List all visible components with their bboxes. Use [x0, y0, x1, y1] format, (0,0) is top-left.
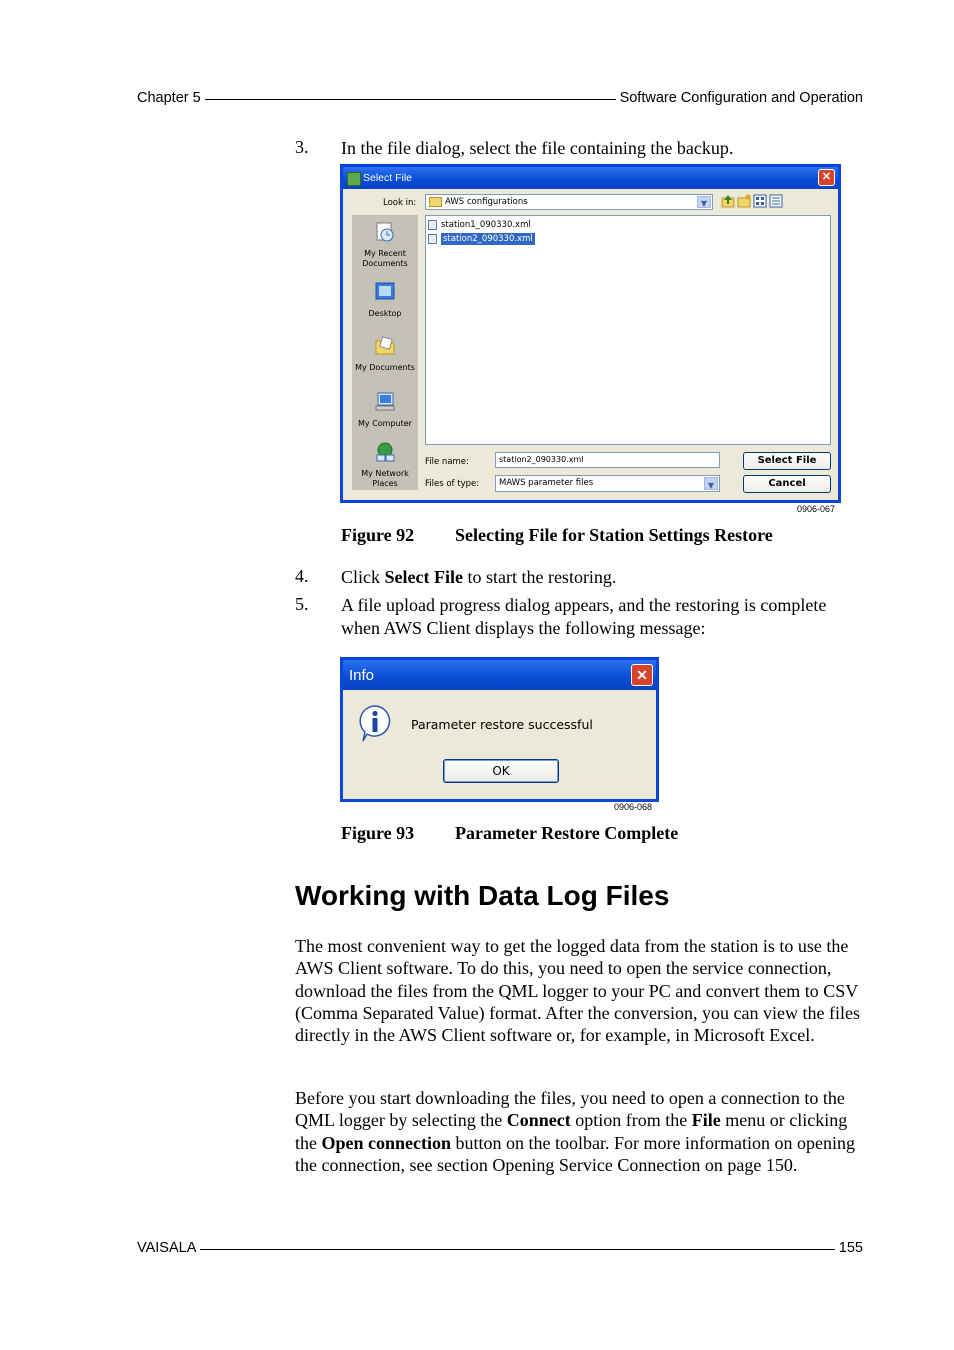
step-number: 4.: [295, 566, 309, 586]
places-bar: [352, 215, 418, 490]
figure-caption: [341, 823, 678, 844]
dialog-title: Info: [349, 667, 375, 684]
figure-id: 0906-068: [614, 802, 653, 812]
info-message: Parameter restore successful: [411, 717, 593, 732]
look-in-combo[interactable]: [425, 194, 713, 210]
file-type-label: Files of type:: [425, 479, 480, 489]
cancel-button[interactable]: Cancel: [743, 475, 831, 493]
footer-company: VAISALA: [137, 1240, 197, 1256]
dialog-titlebar: [343, 167, 838, 189]
figure-label: Figure 93: [341, 823, 415, 843]
place-my-computer[interactable]: My Computer: [352, 391, 418, 429]
xml-file-icon: [428, 220, 437, 230]
dialog-title: Select File: [363, 172, 413, 184]
xml-file-icon: [428, 234, 437, 244]
app-icon: [347, 172, 361, 186]
step-text: In the file dialog, select the file containing the backup.: [341, 138, 734, 158]
documents-folder-icon: [374, 335, 396, 357]
header-chapter: Chapter 5: [137, 90, 201, 106]
look-in-label: Look in:: [383, 198, 417, 208]
bold-term: File: [691, 1110, 721, 1131]
figure-id: 0906-067: [797, 504, 836, 514]
file-type-combo[interactable]: [495, 475, 720, 492]
footer-rule: [200, 1249, 834, 1250]
step-text: A file upload progress dialog appears, and the restoring is complete when AWS Client displays the following message:: [341, 595, 827, 638]
step-number: 5.: [295, 594, 309, 614]
chevron-down-icon[interactable]: ▼: [704, 477, 718, 490]
network-icon: [374, 441, 396, 463]
file-name-input[interactable]: station2_090330.xml: [495, 452, 720, 468]
folder-icon: [429, 197, 442, 207]
figure-title: Parameter Restore Complete: [455, 823, 679, 843]
step-text: Click Select File to start the restoring.: [341, 567, 617, 587]
info-dialog: [340, 657, 659, 802]
figure-label: Figure 92: [341, 525, 415, 545]
section-title: Working with Data Log Files: [295, 880, 670, 911]
file-item[interactable]: station1_090330.xml: [428, 219, 531, 231]
figure-title: Selecting File for Station Settings Restore: [455, 525, 773, 545]
file-name-label: File name:: [425, 457, 469, 467]
ok-button[interactable]: OK: [443, 759, 559, 783]
view-menu-icon[interactable]: [753, 194, 767, 208]
file-type-value: MAWS parameter files: [499, 478, 594, 488]
place-my-recent-documents[interactable]: My Recent Documents: [352, 221, 418, 269]
info-icon: [357, 704, 393, 744]
header-section: Software Configuration and Operation: [619, 90, 863, 106]
page-number: 155: [838, 1240, 863, 1256]
select-file-button[interactable]: Select File: [743, 452, 831, 470]
bold-term: Select File: [384, 567, 463, 587]
look-in-value: AWS configurations: [445, 197, 528, 207]
paragraph: Before you start downloading the files, you need to open a connection to the QML logger by selecting the Connect option from the File menu or clicking the Open connection button on the toolbar. For more information on opening the connection, see section Opening Service Connection on page 150.: [295, 1088, 855, 1175]
place-desktop[interactable]: Desktop: [352, 281, 418, 319]
details-view-icon[interactable]: [769, 194, 783, 208]
bold-term: Connect: [506, 1110, 571, 1131]
new-folder-icon[interactable]: [737, 194, 751, 208]
running-header: [137, 90, 863, 106]
clock-icon: [374, 221, 396, 243]
computer-icon: [374, 391, 396, 413]
dialog-titlebar: [343, 660, 656, 690]
running-footer: [137, 1240, 863, 1256]
chevron-down-icon[interactable]: ▼: [697, 196, 711, 208]
file-list[interactable]: [425, 215, 831, 445]
place-my-network-places[interactable]: My Network Places: [352, 441, 418, 489]
select-file-dialog: [340, 164, 841, 503]
step-number: 3.: [295, 137, 309, 157]
close-icon[interactable]: ✕: [631, 664, 653, 686]
place-my-documents[interactable]: My Documents: [352, 335, 418, 373]
figure-caption: [341, 525, 773, 546]
up-folder-icon[interactable]: [721, 194, 735, 208]
header-rule: [205, 99, 616, 100]
paragraph: The most convenient way to get the logged data from the station is to use the AWS Client software. To do this, you need to open the service connection, download the files from the QML logger to your PC and convert them to CSV (Comma Separated Value) format. After the conversion, you can view the files directly in the AWS Client software or, for example, in Microsoft Excel.: [295, 936, 860, 1046]
bold-term: Open connection: [321, 1132, 452, 1153]
file-item-selected[interactable]: station2_090330.xml: [428, 233, 535, 245]
desktop-icon: [374, 281, 396, 303]
close-icon[interactable]: ✕: [818, 169, 835, 186]
